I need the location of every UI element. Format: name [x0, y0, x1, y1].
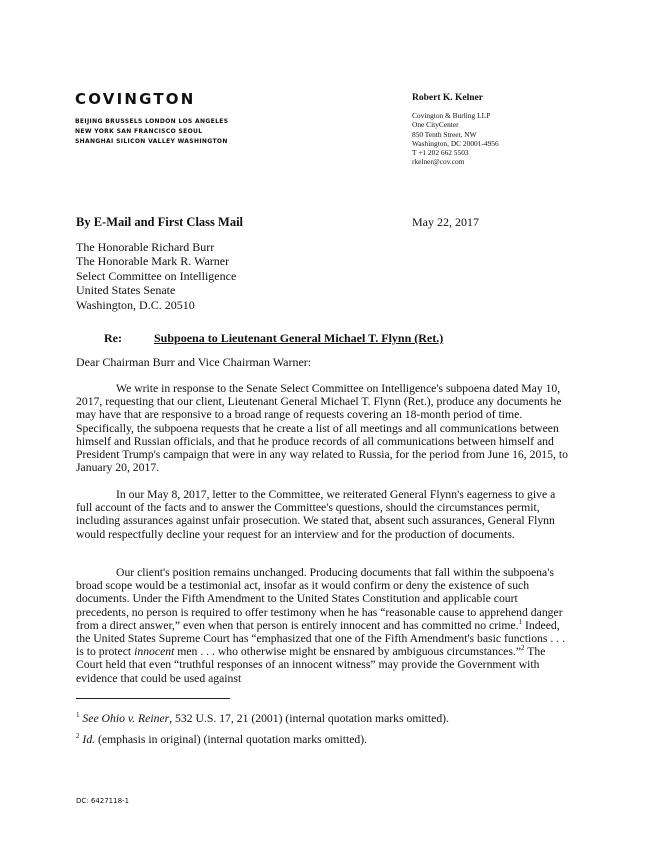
sender-address-line: 850 Tenth Street, NW [412, 129, 477, 139]
paragraph-segment: The Court held that even “truthful responses of an innocent witness” may provide the Government with evidence that could be used against [76, 645, 546, 685]
delivery-method: By E-Mail and First Class Mail [76, 215, 244, 229]
paragraph-text: We write in response to the Senate Select Committee on Intelligence's subpoena dated May 10, 2017, requesting that our client, Lieutenant General Michael T. Flynn (Ret.), produce any documents he may have that are responsive to a broad range of requests covering an 18-month period of time. Specifically, the subpoena requests that he create a list of all meetings and all communications between himself and Russian officials, and that he produce records of all communications between himself and President Trump's campaign that were in any way related to Russia, for the period from June 16, 2015, to January 20, 2017. [76, 382, 568, 475]
footnote-text: (emphasis in original) (internal quotation marks omitted). [95, 733, 368, 746]
paragraph-text: In our May 8, 2017, letter to the Committee, we reiterated General Flynn's eagerness to give a full account of the facts and to answer the Committee's questions, should the circumstances permit, including assurances against unfair prosecution. We stated that, absent such assurances, General Flynn would respectfully decline your request for an interview and for the production of documents. [76, 488, 556, 541]
re-label: Re: [104, 331, 122, 345]
addressee-line: The Honorable Mark R. Warner [76, 254, 230, 269]
body-paragraph-1 [76, 382, 573, 474]
emphasis-text: innocent [134, 645, 175, 659]
addressee-line: The Honorable Richard Burr [76, 240, 215, 254]
footnote-ref-1: 1 [518, 617, 523, 626]
paragraph-segment: men . . . who otherwise might be ensnared by ambiguous circumstances.” [174, 645, 522, 659]
salutation: Dear Chairman Burr and Vice Chairman Warner: [76, 355, 312, 369]
paragraph-segment: Indeed, the United States Supreme Court has “emphasized that one of the Fifth Amendment's basic functions . . . is to protect [76, 618, 565, 659]
subject-line [104, 331, 443, 346]
addressee-line: Washington, D.C. 20510 [76, 297, 195, 312]
addressee-line: United States Senate [76, 283, 176, 298]
letter-date: May 22, 2017 [412, 215, 479, 229]
footnote-number: 1 [76, 711, 80, 720]
document-id: DC: 6427118-1 [76, 797, 130, 805]
footnote-citation: Id. [82, 733, 96, 746]
cities-line: SHANGHAI SILICON VALLEY WASHINGTON [75, 138, 228, 145]
cities-line: NEW YORK SAN FRANCISCO SEOUL [75, 128, 203, 135]
addressee-block [76, 240, 236, 312]
footnote-citation: See Ohio v. Reiner [82, 712, 170, 725]
sender-phone: T +1 202 662 5503 [412, 148, 469, 158]
sender-name: Robert K. Kelner [412, 93, 483, 103]
sender-address-line: One CityCenter [412, 120, 459, 130]
footnote-ref-2: 2 [521, 644, 525, 653]
re-subject: Subpoena to Lieutenant General Michael T. Flynn (Ret.) [154, 331, 444, 345]
office-cities [75, 117, 228, 147]
sender-email: rkelner@cov.com [412, 157, 465, 167]
cities-line: BEIJING BRUSSELS LONDON LOS ANGELES [75, 118, 229, 125]
sender-firm: Covington & Burling LLP [412, 111, 491, 121]
footnote-text: , 532 U.S. 17, 21 (2001) (internal quotation marks omitted). [169, 712, 449, 725]
body-paragraph-2 [76, 488, 573, 541]
footnote-number: 2 [76, 732, 80, 741]
paragraph-text [76, 566, 573, 685]
body-paragraph-3 [76, 566, 573, 685]
firm-logo: COVINGTON [75, 90, 196, 108]
footnote-1 [76, 712, 449, 725]
footnote-2 [76, 733, 367, 746]
sender-address-line: Washington, DC 20001-4956 [412, 138, 499, 148]
addressee-line: Select Committee on Intelligence [76, 268, 237, 283]
sender-block [412, 94, 499, 166]
paragraph-segment: Our client's position remains unchanged. Producing documents that fall within the subpoena's broad scope would be a testimonial act, insofar as it would confirm or deny the existence of such documents. Under the Fifth Amendment to the United States Constitution and applicable court precedents, no person is required to offer testimony when he has “reasonable cause to apprehend danger from a direct answer,” even when that person is entirely innocent and has committed no crime. [76, 566, 563, 632]
footnote-divider [76, 698, 230, 699]
